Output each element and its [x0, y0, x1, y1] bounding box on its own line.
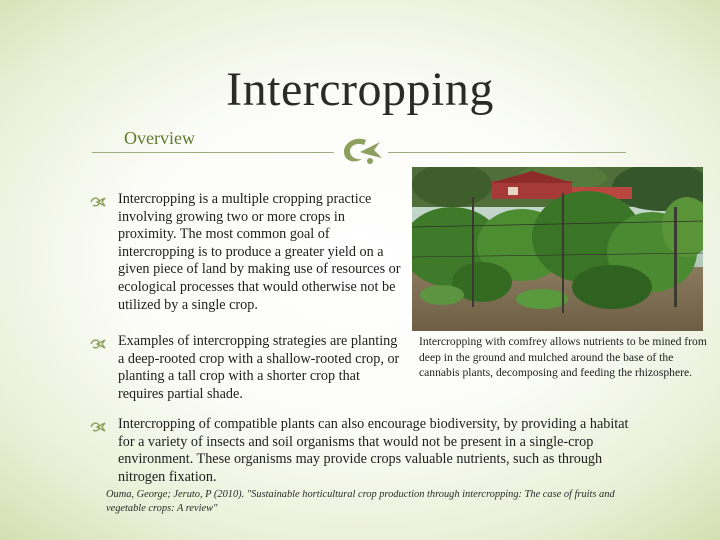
flourish-icon [336, 134, 386, 168]
bullet-text-3: Intercropping of compatible plants can also encourage biodiversity, by providing a habitat for a variety of insects and soil organisms that would not be present in a single-crop environment. These organisms may provide crops valuable nutrients, such as through nitrogen fixation. [118, 416, 629, 485]
slide-title: Intercropping [226, 63, 494, 116]
divider-left [92, 152, 334, 153]
bullet-icon [90, 421, 106, 435]
photo-caption: Intercropping with comfrey allows nutrients to be mined from deep in the ground and mulched around the base of the cannabis plants, decomposing and feeding the rhizosphere. [419, 335, 707, 379]
citation: Ouma, George; Jeruto, P (2010). "Sustainable horticultural crop production through intercropping: The case of fruits and vegetable crops: A review" [106, 489, 615, 514]
bullet-text-2: Examples of intercropping strategies are planting a deep-rooted crop with a shallow-rooted crop, or planting a tall crop with a shorter crop that requires partial shade. [118, 333, 400, 402]
garden-photo [412, 167, 703, 331]
bullet-text-1: Intercropping is a multiple cropping practice involving growing two or more crops in proximity. The most common goal of intercropping is to produce a greater yield on a given piece of land by making use of resources or ecological processes that would otherwise not be utilized by a single crop. [118, 191, 401, 313]
slide-subtitle: Overview [124, 128, 195, 148]
bullet-icon [90, 338, 106, 352]
divider-right [388, 152, 626, 153]
bullet-icon [90, 196, 106, 210]
